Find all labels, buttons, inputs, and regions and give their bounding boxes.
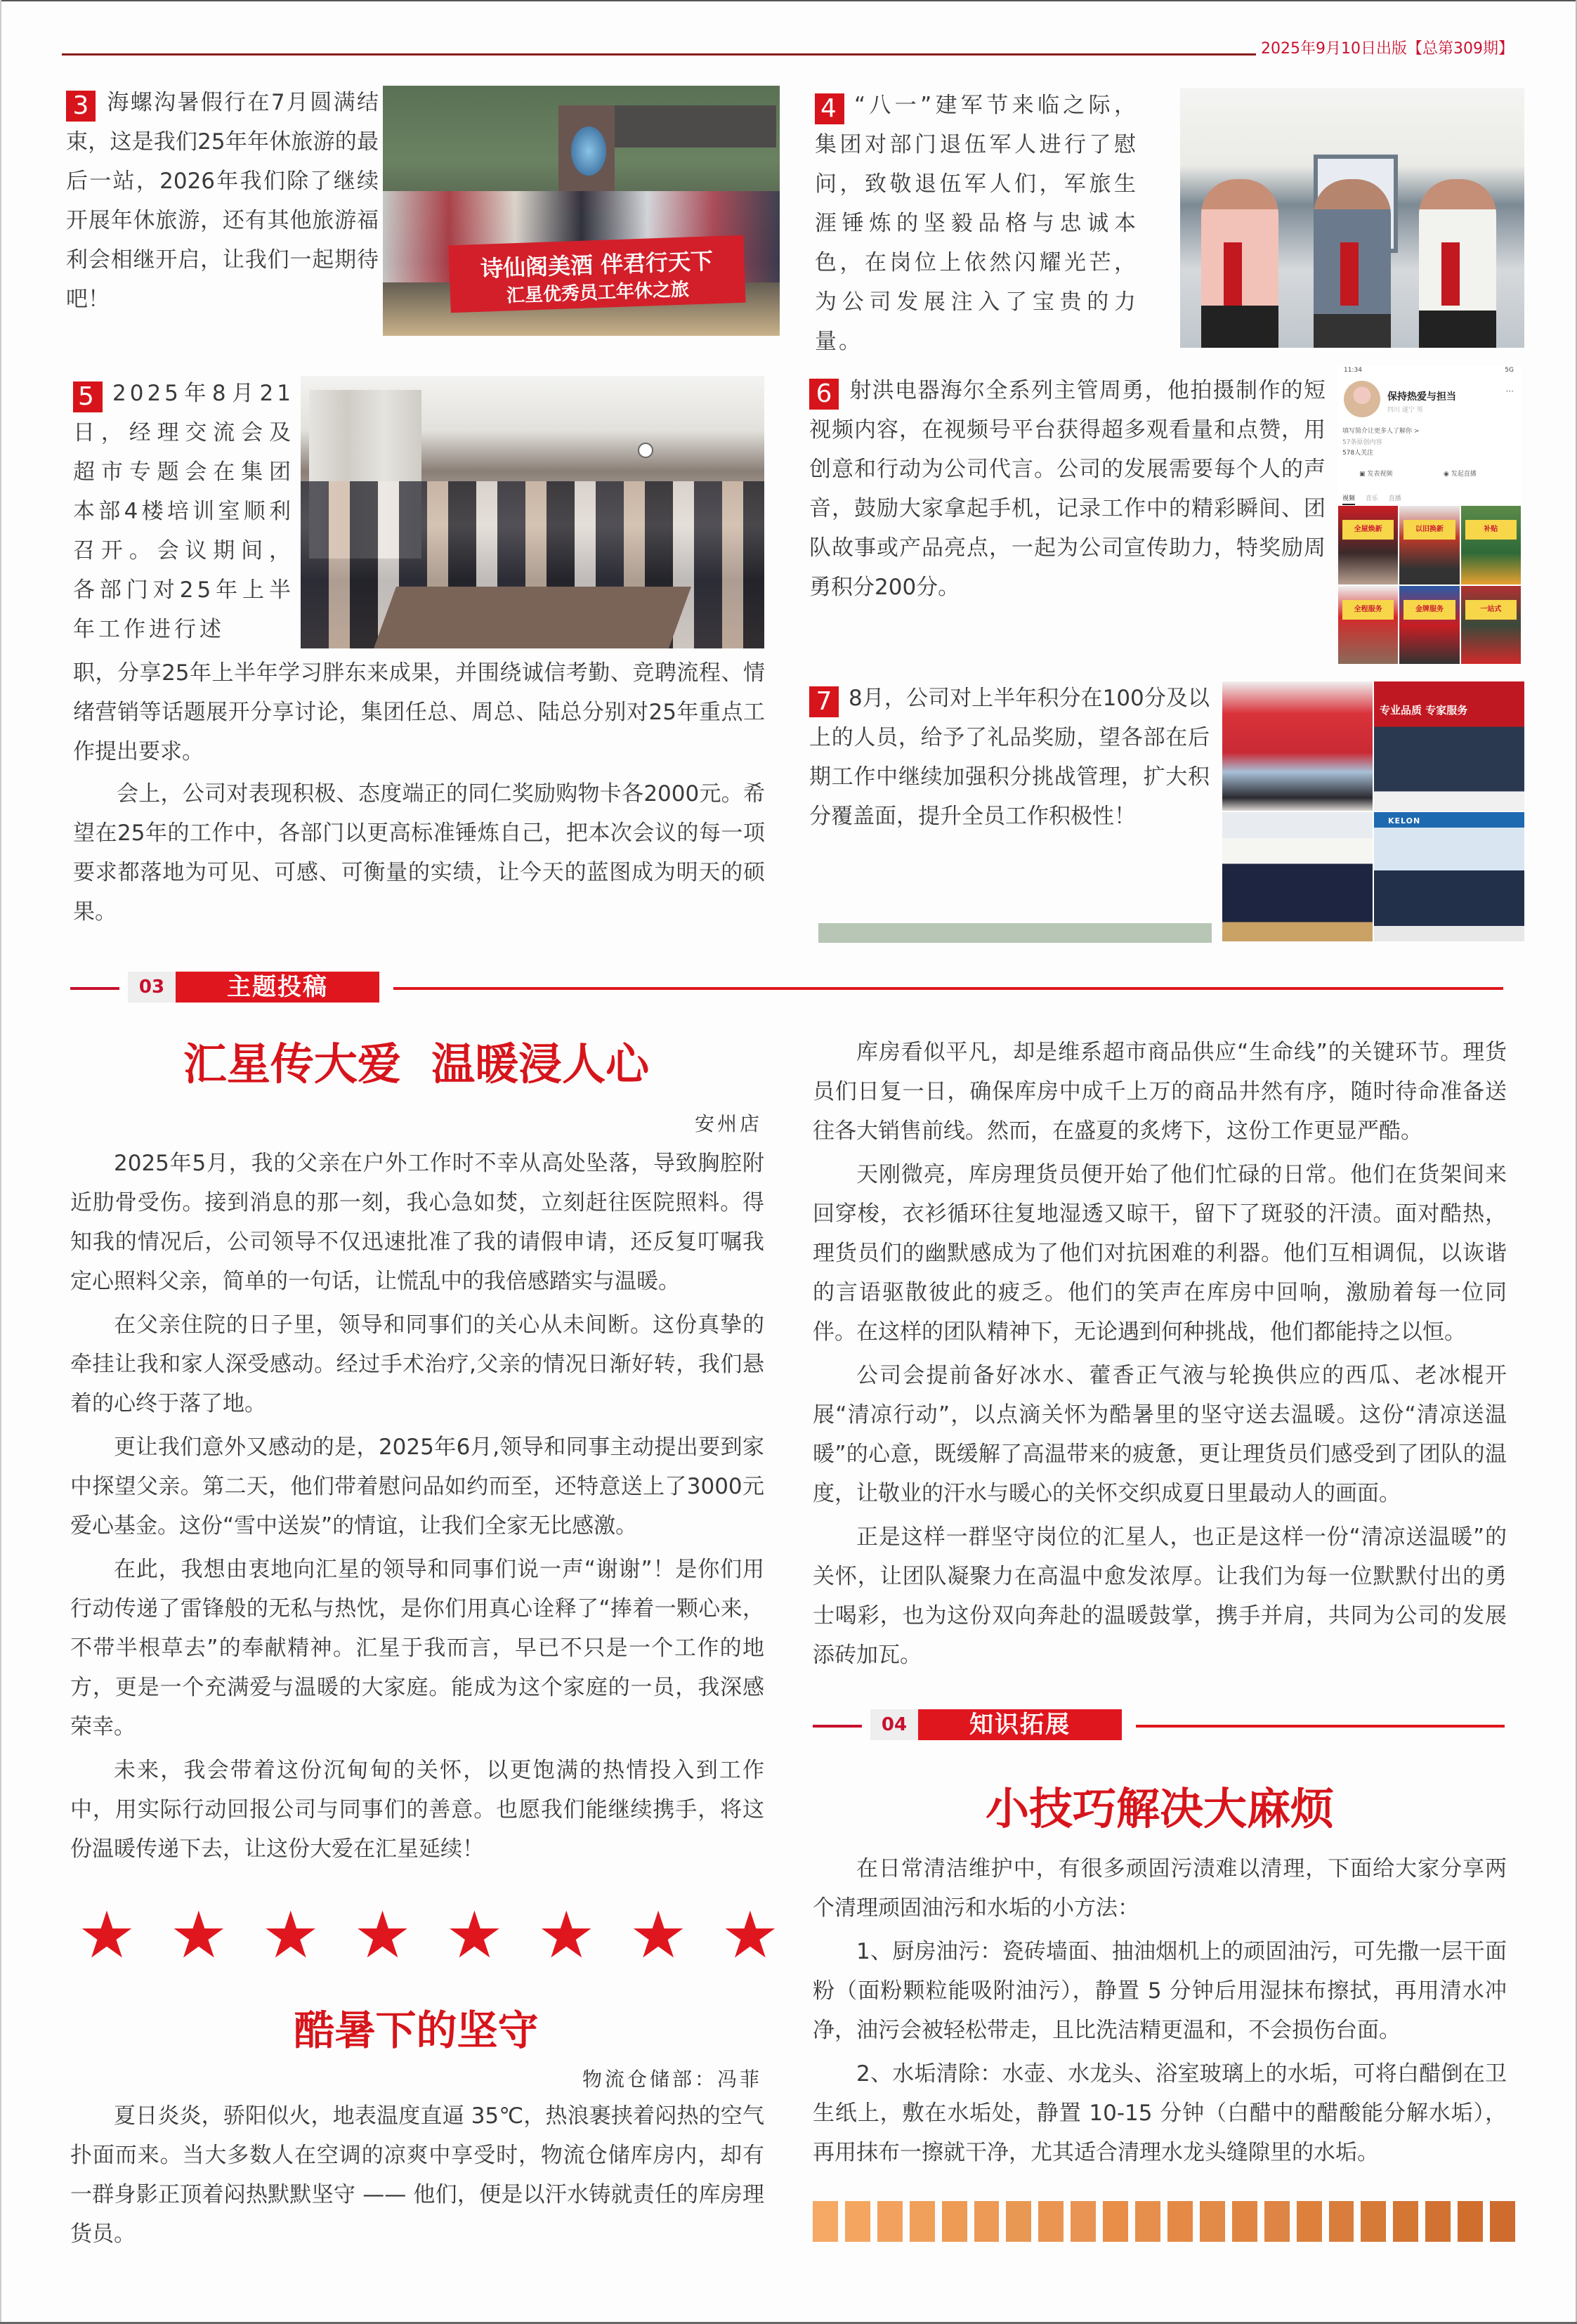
profile-location: 四川 遂宁 男 [1387,407,1423,414]
section-rule-right [393,987,1503,990]
video-thumb [1399,506,1459,585]
star-icon: ★ [445,1898,504,1973]
gate-emblem [571,126,606,176]
article-paragraph: 1、厨房油污：瓷砖墙面、抽油烟机上的顽固油污，可先撒一层干面粉（面粉颗粒能吸附油污），静置 5 分钟后用湿抹布擦拭，再用清水冲净，油污会被轻松带走，且比洗洁精更温和，不会损伤台面。 [813,1939,1507,2043]
orange-bar [1232,2201,1257,2242]
star-icon: ★ [721,1898,780,1973]
orange-bar [942,2201,967,2242]
article-paragraph: 库房看似平凡，却是维系超市商品供应“生命线”的关键环节。理货员们日复一日，确保库房中成千上万的商品井然有序，随时待命准备送往各大销售前线。然而，在盛夏的炙烤下，这份工作更显严酷。 [813,1040,1507,1144]
avatar [1344,381,1380,417]
section-rule-left [813,1725,862,1728]
section-number: 04 [870,1709,918,1740]
video-thumb-title: 全程服务 [1342,600,1394,620]
orange-bar [1038,2201,1064,2242]
profile-bio: 填写简介让更多人了解你 > [1342,428,1420,435]
header-rule [62,53,1256,56]
news-item-5-continued [73,653,765,932]
orange-bar [1103,2201,1128,2242]
section-header-04 [813,1709,1508,1744]
video-thumb [1338,586,1398,665]
article-paragraph: 更让我们意外又感动的是，2025年6月,领导和同事主动提出要到家中探望父亲。第二天，他们带着慰问品如约而至，还特意送上了3000元爱心基金。这份“雪中送炭”的情谊，让我们全家无比感激。 [70,1435,764,1539]
collage-photo [1222,681,1373,811]
item-number-badge: 4 [815,93,844,124]
phone-status: 5G [1505,367,1514,374]
article-body [70,1144,764,1869]
desk [374,587,691,648]
more-icon: ··· [1505,386,1514,396]
orange-bar [877,2201,903,2242]
article-title: 汇星传大爱 温暖浸人心 [183,1038,650,1090]
orange-bar [974,2201,1000,2242]
orange-bar [1167,2201,1193,2242]
profile-tabs [1342,493,1410,502]
section-label: 主题投稿 [176,972,379,1003]
article-title: 小技巧解决大麻烦 [985,1783,1334,1834]
video-grid [1338,506,1521,664]
news-text: 8月，公司对上半年积分在100分及以上的人员，给予了礼品奖励，望各部在后期工作中继续加强积分挑战管理，扩大积分覆盖面，提升全员工作积极性！ [809,686,1210,829]
photo-meeting [301,376,764,648]
orange-bar [1329,2201,1354,2242]
section-rule-right [1136,1725,1505,1728]
section-label: 知识拓展 [918,1709,1122,1740]
star-icon: ★ [537,1898,596,1973]
photo-collage-rewards [1222,681,1524,941]
tab-video: 视频 [1342,495,1355,505]
issue-date: 2025年9月10日出版【总第309期】 [1261,40,1514,58]
tab-live: 直播 [1388,495,1401,502]
news-item-3 [66,83,379,319]
star-icon: ★ [169,1898,228,1973]
article-paragraph: 2025年5月，我的父亲在户外工作时不幸从高处坠落，导致胸腔附近肋骨受伤。接到消息的那一刻，我心急如焚，立刻赶往医院照料。得知我的情况后，公司领导不仅迅速批准了我的请假申请，还反复叮嘱我定心照料父亲，简单的一句话，让慌乱中的我倍感踏实与温暖。 [70,1151,764,1294]
phone-time: 11:34 [1344,367,1362,374]
news-item-6 [809,371,1326,607]
orange-bar [845,2201,870,2242]
news-item-7 [809,679,1210,836]
article-body-right [813,1033,1507,1675]
article-paragraph: 夏日炎炎，骄阳似火，地表温度直逼 35℃，热浪裹挟着闷热的空气扑面而来。当大多数人在空调的凉爽中享受时，物流仓储库房内，却有一群身影正顶着闷热默默坚守 —— 他们，便是以汗水铸就责任的库房理货员。 [70,2103,764,2247]
collage-photo [1222,812,1373,941]
news-text: “八一”建军节来临之际，集团对部门退伍军人进行了慰问，致敬退伍军人们，军旅生涯锤炼的坚毅品格与忠诚本色，在岗位上依然闪耀光芒，为公司发展注入了宝贵的力量。 [815,93,1138,354]
video-thumb-title: 以旧换新 [1403,520,1455,540]
item-number-badge: 7 [809,686,839,717]
article-paragraph: 天刚微亮，库房理货员便开始了他们忙碌的日常。他们在货架间来回穿梭，衣衫循环往复地湿透又晾干，留下了斑驳的汗渍。面对酷热，理货员们的幽默感成为了他们对抗困难的利器。他们互相调侃，以诙谐的言语驱散彼此的疲乏。他们的笑声在库房中回响，激励着每一位同伴。在这样的团队精神下，无论遇到何种挑战，他们都能持之以恒。 [813,1162,1507,1345]
orange-bar [1264,2201,1290,2242]
star-icon: ★ [77,1898,136,1973]
photo-veterans [1180,88,1524,348]
orange-bar [1071,2201,1096,2242]
wall-clock [638,443,653,458]
item-number-badge: 3 [66,91,96,122]
video-thumb-title: 一站式 [1465,600,1517,620]
item-number-badge: 6 [809,379,839,410]
news-text-continued: 职，分享25年上半年学习胖东来成果，并围绕诚信考勤、竞聘流程、情绪营销等话题展开分享讨论，集团任总、周总、陆总分别对25年重点工作提出要求。 [73,660,765,764]
section-rule-left [70,987,119,990]
orange-bar [1297,2201,1322,2242]
article-paragraph: 2、水垢清除：水壶、水龙头、浴室玻璃上的水垢，可将白醋倒在卫生纸上，敷在水垢处，静置 10-15 分钟（白醋中的醋酸能分解水垢），再用抹布一擦就干净，尤其适合清理水龙头缝隙里的水垢。 [813,2061,1507,2165]
video-thumb-title: 补贴 [1465,520,1517,540]
article-paragraph: 未来，我会带着这份沉甸甸的关怀，以更饱满的热情投入到工作中，用实际行动回报公司与同事们的善意。也愿我们能继续携手，将这份温暖传递下去，让这份大爱在汇星延续！ [70,1758,764,1862]
post-video-label: 发表视频 [1367,471,1393,478]
orange-bar [1200,2201,1225,2242]
section-number: 03 [128,972,176,1003]
store-brand: KELON [1388,816,1421,825]
article-paragraph: 在日常清洁维护中，有很多顽固污渍难以清理，下面给大家分享两个清理顽固油污和水垢的小方法： [813,1856,1507,1921]
orange-bar [1425,2201,1451,2242]
photo-banner [448,235,745,313]
star-icon: ★ [353,1898,412,1973]
article-body [813,1849,1507,2172]
section-header-03 [70,972,1503,1007]
article-paragraph: 正是这样一群坚守岗位的汇星人，也正是这样一份“清凉送温暖”的关怀，让团队凝聚力在高温中愈发浓厚。让我们为每一位默默付出的勇士喝彩，也为这份双向奔赴的温暖鼓掌，携手并肩，共同为公司的发展添砖加瓦。 [813,1525,1507,1668]
gift-bag [1224,242,1242,306]
article-paragraph: 公司会提前备好冰水、藿香正气液与轮换供应的西瓜、老冰棍开展“清凉行动”，以点滴关怀为酷暑里的坚守送去温暖。这份“清凉送温暖”的心意，既缓解了高温带来的疲惫，更让理货员们感受到了团队的温度，让敬业的汗水与暖心的关怀交织成夏日里最动人的画面。 [813,1363,1507,1506]
video-thumb [1399,586,1459,665]
news-item-5 [73,374,294,649]
orange-bar [910,2201,935,2242]
tab-music: 音乐 [1365,495,1378,502]
news-text: 射洪电器海尔全系列主管周勇，他拍摄制作的短视频内容，在视频号平台获得超多观看量和点赞，用创意和行动为公司代言。公司的发展需要每个人的声音，鼓励大家拿起手机，记录工作中的精彩瞬间、团队故事或产品亮点，一起为公司宣传助力，特奖励周勇积分200分。 [809,378,1326,600]
orange-bar [813,2201,838,2242]
star-icon: ★ [629,1898,688,1973]
page-frame-left [0,0,1,2324]
gift-bag [1441,242,1460,306]
followers-count: 578人关注 [1342,450,1374,457]
original-count: 57条原创内容 [1342,439,1382,446]
article-title: 酷暑下的坚守 [294,2006,539,2054]
phone-screenshot-profile [1338,365,1521,664]
orange-bar [1393,2201,1418,2242]
photo-group-trip [383,86,780,336]
post-video-action: ▣ 发表视频 [1359,471,1393,478]
news-item-4 [815,86,1138,361]
video-thumb-title: 全屋焕新 [1342,520,1394,540]
star-icon: ★ [261,1898,320,1973]
video-thumb [1461,506,1521,585]
video-thumb [1338,506,1398,585]
orange-bar [1135,2201,1160,2242]
video-thumb-title: 金牌服务 [1403,600,1455,620]
store-slogan: 专业品质 专家服务 [1380,704,1468,717]
news-text: 海螺沟暑假行在7月圆满结束，这是我们25年年休旅游的最后一站，2026年我们除了继续开展年休旅游，还有其他旅游福利会相继开启，让我们一起期待吧！ [66,90,379,312]
article-paragraph: 在父亲住院的日子里，领导和同事们的关心从未间断。这份真挚的牵挂让我和家人深受感动。经过手术治疗,父亲的情况日渐好转，我们悬着的心终于落了地。 [70,1312,764,1416]
orange-bar [1361,2201,1386,2242]
orange-bar [1006,2201,1031,2242]
decorative-bar [818,923,1212,943]
news-text-paragraph-2: 会上，公司对表现积极、态度端正的同仁奖励购物卡各2000元。希望在25年的工作中，各部门以更高标准锤炼自己，把本次会议的每一项要求都落地为可见、可感、可衡量的实绩，让今天的蓝图成为明天的硕果。 [73,781,765,925]
orange-bar [1490,2201,1515,2242]
stars-divider [77,1898,780,1973]
decorative-orange-bars [813,2201,1515,2243]
news-text: 2025年8月21日，经理交流会及超市专题会在集团本部4楼培训室顺利召开。会议期间，各部门对25年上半年工作进行述 [73,381,294,642]
article-paragraph: 在此，我想由衷地向汇星的领导和同事们说一声“谢谢”！是你们用行动传递了雷锋般的无私与热忱，是你们用真心诠释了“捧着一颗心来，不带半根草去”的奉献精神。汇星于我而言，早已不只是一个工作的地方，更是一个充满爱与温暖的大家庭。能成为这个家庭的一员，我深感荣幸。 [70,1557,764,1739]
banner-line-2: 汇星优秀员工年休之旅 [506,279,690,307]
go-live-label: 发起直播 [1451,471,1477,478]
collage-photo [1374,812,1524,941]
article-body-left [70,2096,764,2254]
gift-bag [1340,242,1359,306]
go-live-action: ◉ 发起直播 [1444,471,1477,478]
item-number-badge: 5 [73,381,103,412]
video-thumb [1461,586,1521,665]
orange-bar [1458,2201,1483,2242]
article-byline: 安州店 [694,1112,762,1135]
profile-name: 保持热爱与担当 [1387,391,1456,403]
article-byline: 物流仓储部：冯菲 [582,2068,762,2091]
banner-line-1: 诗仙阁美酒 伴君行天下 [480,247,714,282]
collage-photo [1374,681,1524,811]
page-frame-top [0,0,1577,1]
